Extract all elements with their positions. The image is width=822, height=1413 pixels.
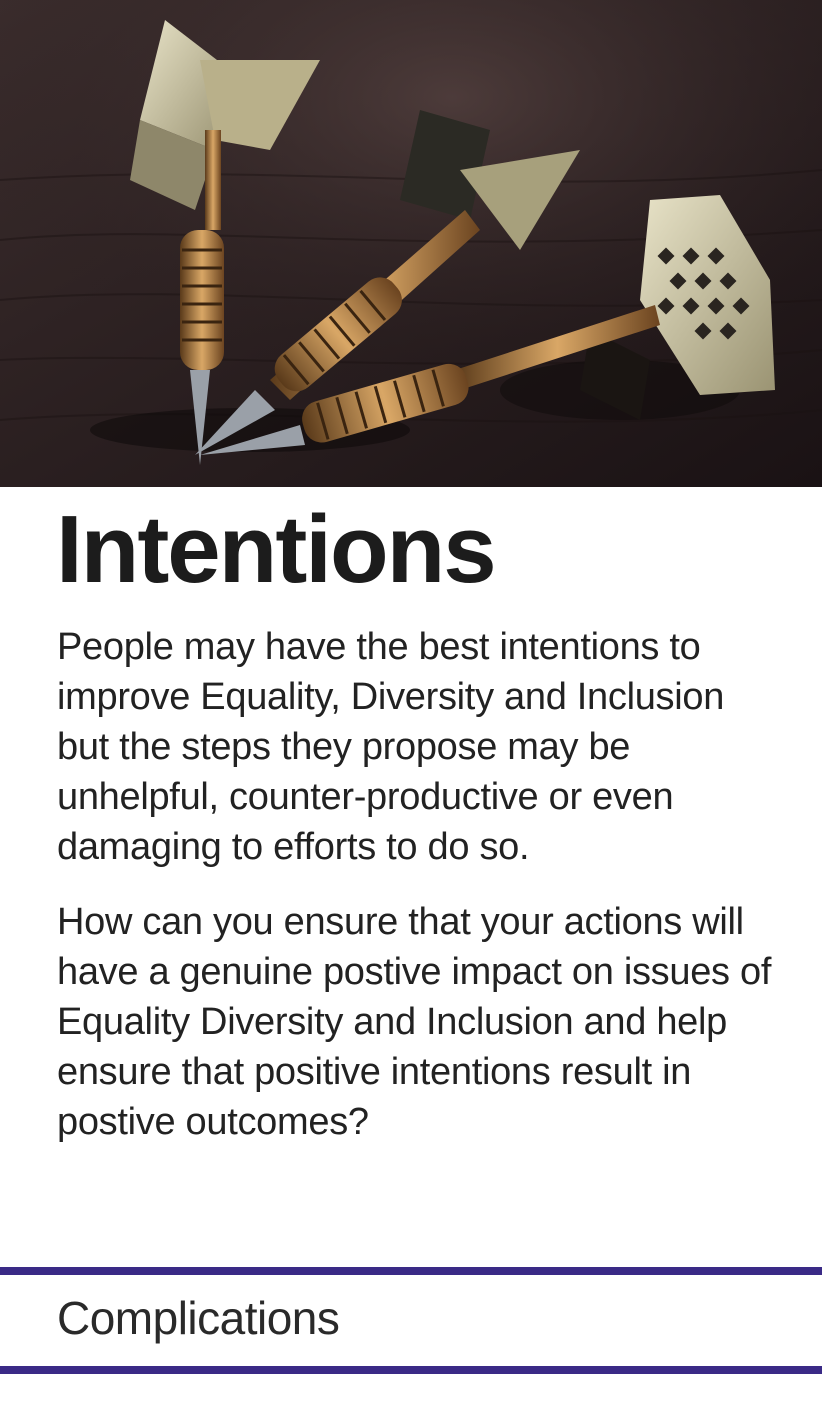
category-divider-top [0, 1267, 822, 1275]
category-divider-bottom [0, 1366, 822, 1374]
body-paragraph-1: People may have the best intentions to improve Equality, Diversity and Inclusion but the steps they propose may be unhelpful, counter-productive or even damaging to efforts to do so. [57, 626, 725, 868]
card-title: Intentions [56, 496, 495, 603]
darts-photo [0, 0, 822, 487]
category-label: Complications [57, 1292, 340, 1344]
body-paragraph-2: How can you ensure that your actions will have a genuine postive impact on issues of Equality Diversity and Inclusion and help ensure that positive intentions result in postive outcomes? [57, 901, 772, 1143]
